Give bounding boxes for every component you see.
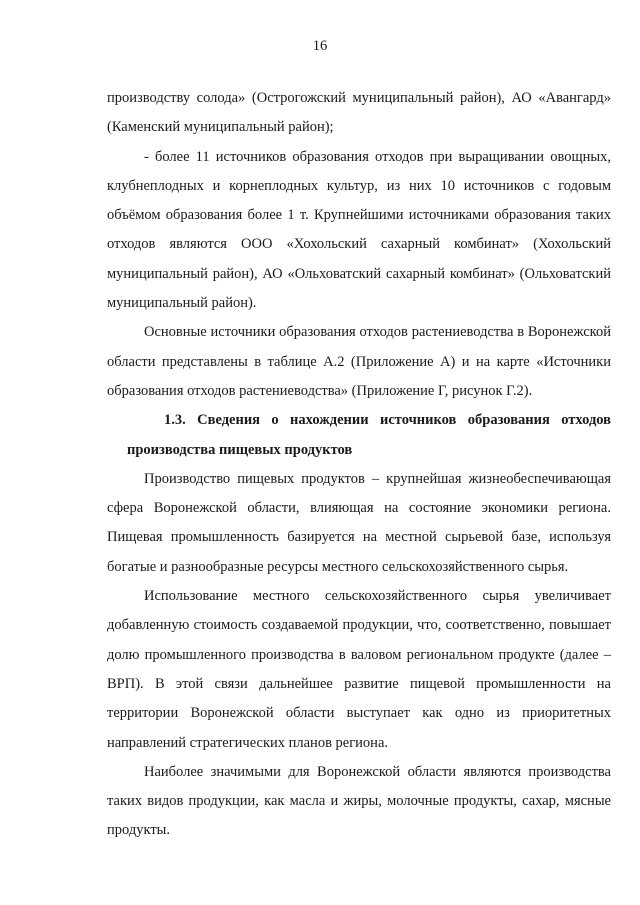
paragraph-food-production: Производство пищевых продуктов – крупнейшая жизнеобеспечивающая сфера Воронежской области, влияющая на состояние экономики региона. Пищевая промышленность базируется на местной сырьевой базе, используя богатые и разнообразные ресурсы местного сельскохозяйственного сырья. (107, 470, 611, 575)
section-heading: 1.3. Сведения о нахождении источников образования отходов производства пищевых продуктов (127, 412, 611, 458)
paragraph-continuation: производству солода» (Острогожский муниципальный район), АО «Авангард» (Каменский муниципальный район); (107, 90, 611, 136)
paragraph-sources-summary: Основные источники образования отходов растениеводства в Воронежской области представлены в таблице А.2 (Приложение А) и на карте «Источники образования отходов растениеводства» (Приложение Г, рисунок Г.2). (107, 324, 611, 399)
page-body (107, 84, 611, 846)
paragraph-significant-products: Наиболее значимыми для Воронежской области являются производства таких видов продукции, как масла и жиры, молочные продукты, сахар, мясные продукты. (107, 763, 611, 839)
page-number: 16 (312, 38, 328, 54)
paragraph-list-item: - более 11 источников образования отходов при выращивании овощных, клубнеплодных и корнеплодных культур, из них 10 источников с годовым объёмом образования более 1 т. Крупнейшими источниками образования таких отходов являются ООО «Хохольский сахарный комбинат» (Хохольский муниципальный район), АО «Ольховатский сахарный комбинат» (Ольховатский муниципальный район). (107, 148, 611, 312)
paragraph-local-raw-materials: Использование местного сельскохозяйственного сырья увеличивает добавленную стоимость создаваемой продукции, что, соответственно, повышает долю промышленного производства в валовом региональном продукте (далее – ВРП). В этой связи дальнейшее развитие пищевой промышленности на территории Воронежской области выступает как одно из приоритетных направлений стратегических планов региона. (107, 588, 611, 751)
